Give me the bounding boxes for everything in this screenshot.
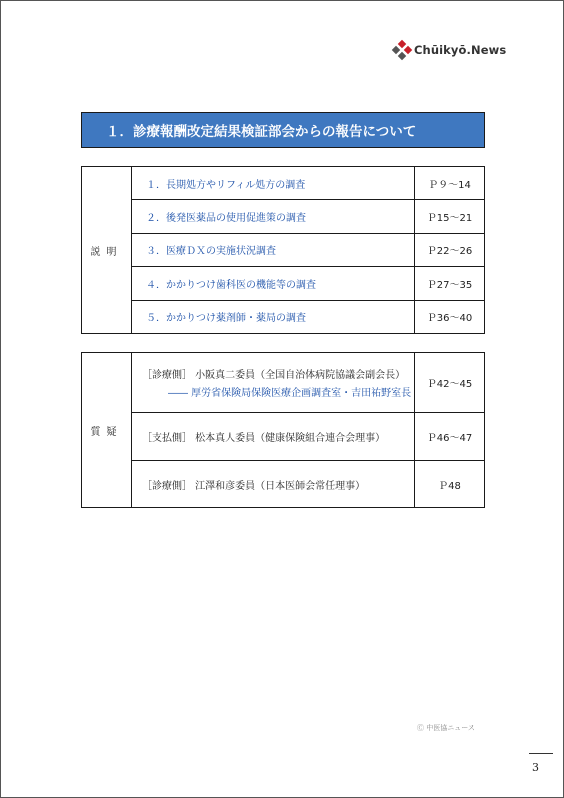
qa-responder: ―― 厚労省保険局保険医療企画調査室・吉田祐野室長	[168, 388, 412, 399]
logo-mark-icon	[393, 41, 411, 59]
explanation-item: ５．かかりつけ薬剤師・薬局の調査	[132, 300, 415, 333]
explanation-label: 説明	[82, 167, 132, 334]
qa-speaker: ［診療側］ 小阪真二委員（全国自治体病院協議会副会長）	[142, 370, 406, 381]
section-title-bar	[81, 112, 485, 148]
qa-pages: Ｐ48	[415, 461, 485, 508]
section-title: １．診療報酬改定結果検証部会からの報告について	[106, 124, 417, 140]
qa-pages: Ｐ42～45	[415, 353, 485, 413]
qa-item	[132, 461, 415, 508]
explanation-pages: Ｐ22～26	[415, 233, 485, 266]
page-number-rule	[529, 753, 553, 754]
explanation-pages: Ｐ27～35	[415, 267, 485, 300]
page-number: 3	[532, 761, 539, 774]
qa-label: 質疑	[82, 353, 132, 508]
qa-item	[132, 413, 415, 461]
explanation-pages: Ｐ15～21	[415, 200, 485, 233]
explanation-pages: Ｐ36～40	[415, 300, 485, 333]
chuikyo-news-logo	[393, 41, 506, 59]
qa-speaker: ［支払側］ 松本真人委員（健康保険組合連合会理事）	[142, 433, 386, 444]
qa-speaker: ［診療側］ 江澤和彦委員（日本医師会常任理事）	[142, 480, 366, 492]
explanation-item: ４．かかりつけ歯科医の機能等の調査	[132, 267, 415, 300]
explanation-table	[81, 166, 485, 334]
explanation-item: ２．後発医薬品の使用促進策の調査	[132, 200, 415, 233]
qa-table	[81, 352, 485, 508]
explanation-item: ３．医療ＤＸの実施状況調査	[132, 233, 415, 266]
copyright-notice: Ⓒ 中医協ニュース	[417, 724, 475, 732]
qa-item	[132, 353, 415, 413]
logo-text: Chūikyō.News	[414, 43, 507, 57]
qa-pages: Ｐ46～47	[415, 413, 485, 461]
explanation-pages: Ｐ９～14	[415, 167, 485, 200]
explanation-item: １．長期処方やリフィル処方の調査	[132, 167, 415, 200]
